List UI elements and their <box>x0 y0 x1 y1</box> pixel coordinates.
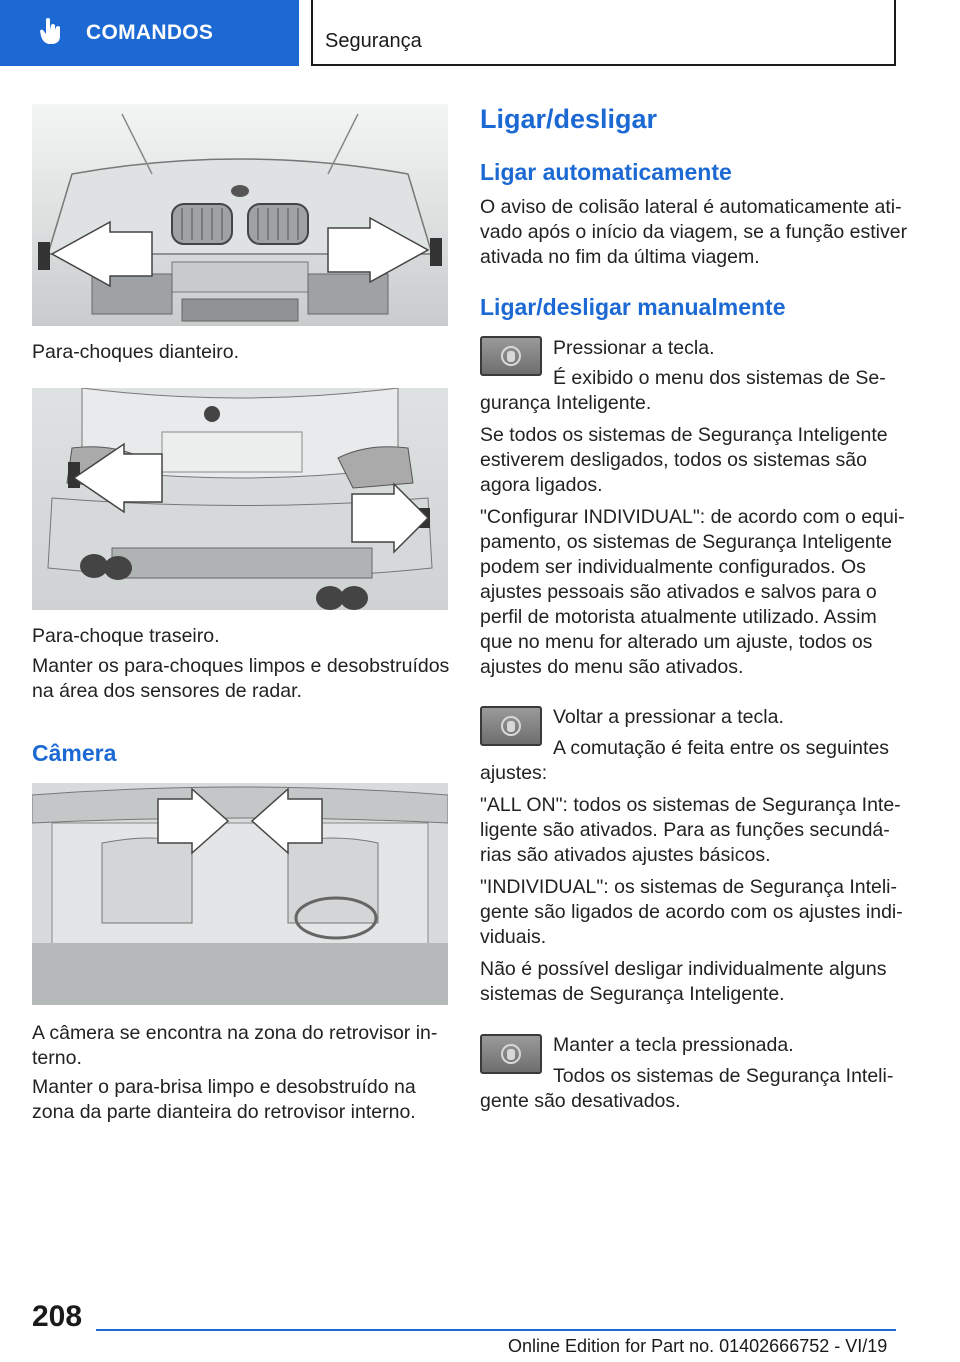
step1-line-6: agora ligados. <box>480 474 603 496</box>
step2-line-6: rias são ativados ajustes básicos. <box>480 844 771 866</box>
chapter-label: COMANDOS <box>86 21 214 44</box>
section-header <box>311 0 896 66</box>
step2-line-3: ajustes: <box>480 762 548 784</box>
hand-pointer-icon <box>38 16 64 51</box>
step2-line-8: gente são ligados de acordo com os ajustes indi- <box>480 901 903 923</box>
step1-line-9: podem ser individualmente configurados. Os <box>480 556 866 578</box>
front-bumper-caption: Para-choques dianteiro. <box>32 341 240 363</box>
camera-image <box>32 783 448 1005</box>
auto-text-line-1: O aviso de colisão lateral é automaticamente ati- <box>480 196 902 218</box>
step1-line-7: "Configurar INDIVIDUAL": de acordo com o equi- <box>480 506 905 528</box>
step3-line-1: Manter a tecla pressionada. <box>553 1034 794 1056</box>
section-heading: Ligar/desligar <box>480 104 658 134</box>
step2-line-10: Não é possível desligar individualmente alguns <box>480 958 887 980</box>
step1-line-12: que no menu for alterado um ajuste, todos os <box>480 631 873 653</box>
step2-line-2: A comutação é feita entre os seguintes <box>553 737 890 759</box>
step2-line-5: ligente são ativados. Para as funções secundá- <box>480 819 890 841</box>
step1-line-2: É exibido o menu dos sistemas de Se- <box>553 367 886 389</box>
step1-line-10: ajustes pessoais são ativados e salvos para o <box>480 581 877 603</box>
rear-bumper-caption: Para-choque traseiro. <box>32 625 220 647</box>
edition-note: Online Edition for Part no. 01402666752 - VI/19 <box>508 1336 888 1356</box>
step3-line-2: Todos os sistemas de Segurança Inteli- <box>553 1065 894 1087</box>
step2-line-7: "INDIVIDUAL": os sistemas de Segurança Inteli- <box>480 876 898 898</box>
driver-assistance-button-icon <box>480 706 542 746</box>
step1-line-1: Pressionar a tecla. <box>553 337 715 359</box>
step1-line-3: gurança Inteligente. <box>480 392 652 414</box>
step1-line-13: ajustes do menu são ativados. <box>480 656 744 678</box>
auto-heading: Ligar automaticamente <box>480 159 732 185</box>
camera-heading: Câmera <box>32 740 117 766</box>
driver-assistance-button-icon <box>480 336 542 376</box>
windshield-text-line-1: Manter o para-brisa limpo e desobstruído na <box>32 1076 416 1098</box>
chapter-tab[interactable] <box>0 0 299 66</box>
page-number: 208 <box>32 1300 83 1333</box>
manual-heading: Ligar/desligar manualmente <box>480 294 786 320</box>
step2-line-4: "ALL ON": todos os sistemas de Segurança Inte- <box>480 794 901 816</box>
section-label: Segurança <box>325 30 422 52</box>
step1-line-5: estiverem desligados, todos os sistemas são <box>480 449 867 471</box>
bumper-text-line-2: na área dos sensores de radar. <box>32 680 302 702</box>
camera-caption-line-2: terno. <box>32 1047 82 1069</box>
step1-line-11: perfil de motorista atualmente utilizado. Assim <box>480 606 877 628</box>
step1-line-8: pamento, os sistemas de Segurança Inteligente <box>480 531 892 553</box>
auto-text-line-3: ativada no fim da última viagem. <box>480 246 760 268</box>
step2-line-1: Voltar a pressionar a tecla. <box>553 706 784 728</box>
rear-bumper-image <box>32 388 448 610</box>
step2-line-9: viduais. <box>480 926 547 948</box>
bumper-text-line-1: Manter os para-choques limpos e desobstruídos <box>32 655 450 677</box>
windshield-text-line-2: zona da parte dianteira do retrovisor interno. <box>32 1101 416 1123</box>
footer-divider <box>96 1329 896 1331</box>
front-bumper-image <box>32 104 448 326</box>
step1-line-4: Se todos os sistemas de Segurança Inteligente <box>480 424 888 446</box>
step3-line-3: gente são desativados. <box>480 1090 681 1112</box>
camera-caption-line-1: A câmera se encontra na zona do retrovisor in- <box>32 1022 438 1044</box>
auto-text-line-2: vado após o início da viagem, se a função estiver <box>480 221 908 243</box>
step2-line-11: sistemas de Segurança Inteligente. <box>480 983 785 1005</box>
driver-assistance-button-icon <box>480 1034 542 1074</box>
